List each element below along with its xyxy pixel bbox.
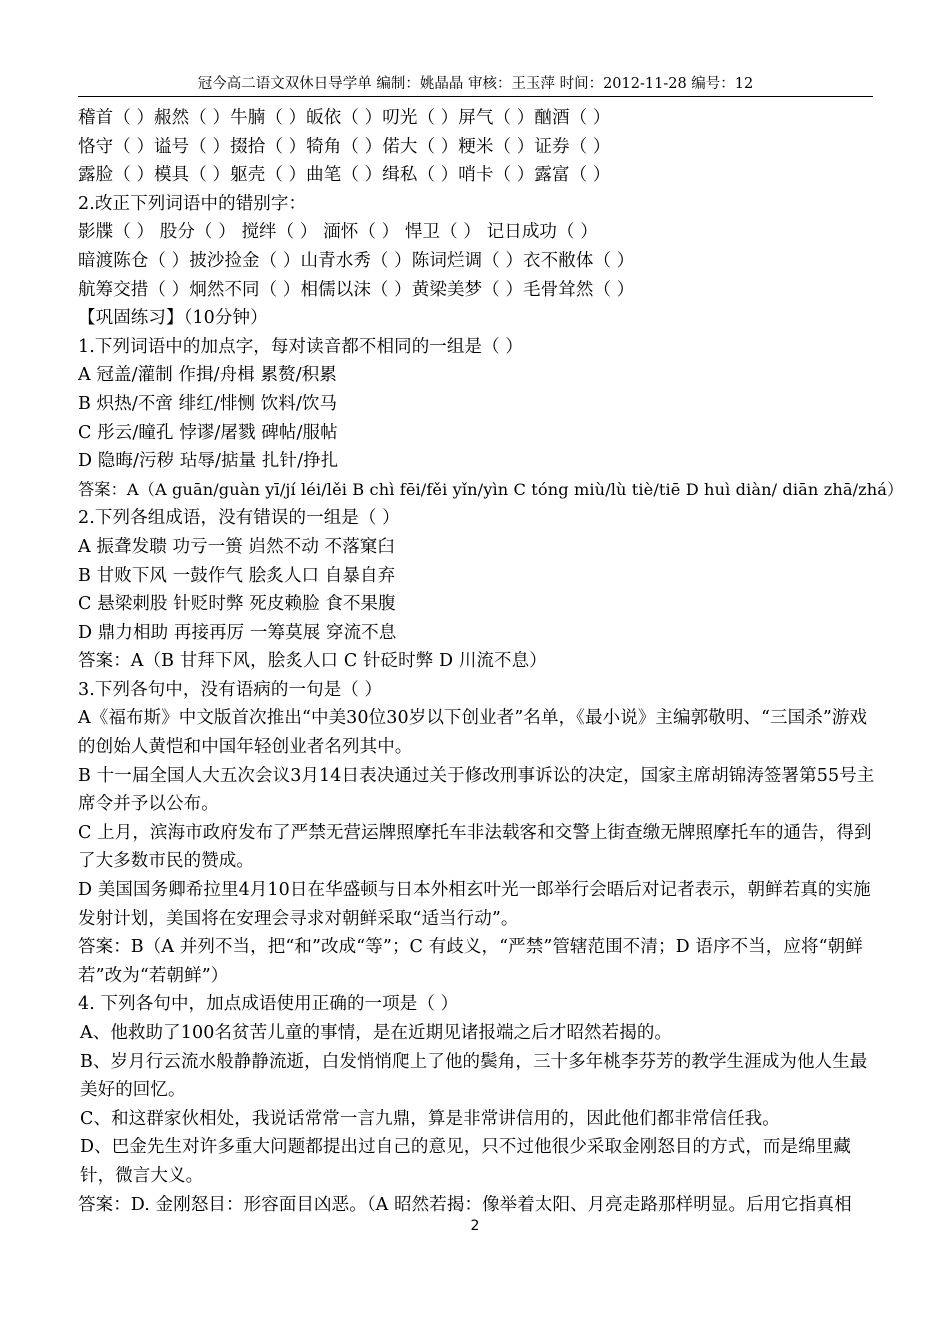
- page-header: 冠今高二语文双休日导学单 编制：姚晶晶 审核：王玉萍 时间：2012-11-28 编号：12: [78, 72, 873, 97]
- option: C 悬梁刺股 针贬时弊 死皮赖脸 食不果腹: [78, 594, 396, 615]
- option: A《福布斯》中文版首次推出“中美30位30岁以下创业者”名单，《最小说》主编郭敬明、“三国杀”游戏的创始人黄恺和中国年轻创业者名列其中。: [78, 708, 868, 758]
- question: 3.下列各句中，没有语病的一句是（ ）: [78, 679, 383, 700]
- text-line: 稽首（ ）赧然（ ）牛腩（ ）皈依（ ）叨光（ ）屏气（ ）酗酒（ ）: [78, 108, 611, 128]
- section-question: 2.改正下列词语中的错别字：: [78, 193, 307, 214]
- option: C 上月，滨海市政府发布了严禁无营运牌照摩托车非法载客和交警上街查缴无牌照摩托车的通告，得到了大多数市民的赞成。: [78, 822, 872, 872]
- question: 2.下列各组成语，没有错误的一组是（ ）: [78, 508, 400, 529]
- option: B、岁月行云流水般静静流逝，白发悄悄爬上了他的鬓角，三十多年桃李芬芳的教学生涯成为他人生最美好的回忆。: [80, 1051, 868, 1101]
- option: D 隐晦/污秽 玷辱/掂量 扎针/挣扎: [78, 451, 339, 472]
- section-heading: 【巩固练习】（10分钟）: [78, 308, 268, 329]
- option: B 甘败下风 一鼓作气 脍炙人口 自暴自弃: [78, 565, 396, 586]
- option: C、和这群家伙相处，我说话常常一言九鼎，算是非常讲信用的，因此他们都非常信任我。: [80, 1108, 780, 1129]
- text-line: 暗渡陈仓（ ）披沙捡金（ ）山青水秀（ ）陈词烂调（ ）衣不敝体（ ）: [78, 250, 635, 271]
- answer: 答案：A（A guān/guàn yī/jí léi/lěi B chì fēi/fěi yǐn/yìn C tóng miù/lù tiè/tiē D huì diàn/ diān zhā/zhá）: [78, 479, 904, 499]
- option: A 冠盖/灌制 作揖/舟楫 累赘/积累: [78, 365, 337, 386]
- option: D 鼎力相助 再接再厉 一筹莫展 穿流不息: [78, 622, 397, 643]
- option: B 炽热/不啻 绯红/悱恻 饮料/饮马: [78, 393, 338, 414]
- option: C 彤云/瞳孔 悖谬/屠戮 碑帖/服帖: [78, 422, 338, 443]
- answer: 答案：B（A 并列不当，把“和”改成“等”；C 有歧义，“严禁”管辖范围不清；D 语序不当，应将“朝鲜若”改为“若朝鲜”）: [78, 937, 863, 986]
- answer: 答案：D. 金刚怒目：形容面目凶恶。（A 昭然若揭：像举着太阳、月亮走路那样明显。后用它指真相: [78, 1194, 852, 1215]
- text-line: 恪守（ ）谥号（ ）掇拾（ ）犄角（ ）偌大（ ）粳米（ ）证券（ ）: [78, 136, 611, 157]
- text-line: 航筹交措（ ）炯然不同（ ）相儒以沫（ ）黄梁美梦（ ）毛骨耸然（ ）: [78, 279, 635, 300]
- option: A、他救助了100名贫苦儿童的事情，是在近期见诸报端之后才昭然若揭的。: [80, 1023, 673, 1043]
- page-number: 2: [470, 1218, 480, 1234]
- question: 4. 下列各句中，加点成语使用正确的一项是（ ）: [78, 994, 459, 1015]
- document-body: [78, 104, 904, 1219]
- option: A 振聋发聩 功亏一篑 岿然不动 不落窠臼: [78, 536, 395, 557]
- text-line: 露脸（ ）模具（ ）躯壳（ ）曲笔（ ）缉私（ ）哨卡（ ）露富（ ）: [78, 165, 611, 186]
- answer: 答案：A（B 甘拜下风，脍炙人口 C 针砭时弊 D 川流不息）: [78, 651, 547, 672]
- option: D 美国国务卿希拉里4月10日在华盛顿与日本外相玄叶光一郎举行会晤后对记者表示，朝鲜若真的实施发射计划，美国将在安理会寻求对朝鲜采取“适当行动”。: [78, 880, 871, 929]
- option: D、巴金先生对许多重大问题都提出过自己的意见，只不过他很少采取金刚怒目的方式，而是绵里藏针，微言大义。: [80, 1137, 851, 1186]
- option: B 十一届全国人大五次会议3月14日表决通过关于修改刑事诉讼的决定，国家主席胡锦涛签署第55号主席令并予以公布。: [78, 765, 875, 815]
- text-line: 影牒（ ） 股分（ ） 搅绊（ ） 湎怀（ ） 悍卫（ ） 记日成功（ ）: [78, 222, 598, 243]
- question: 1.下列词语中的加点字，每对读音都不相同的一组是（ ）: [78, 336, 523, 357]
